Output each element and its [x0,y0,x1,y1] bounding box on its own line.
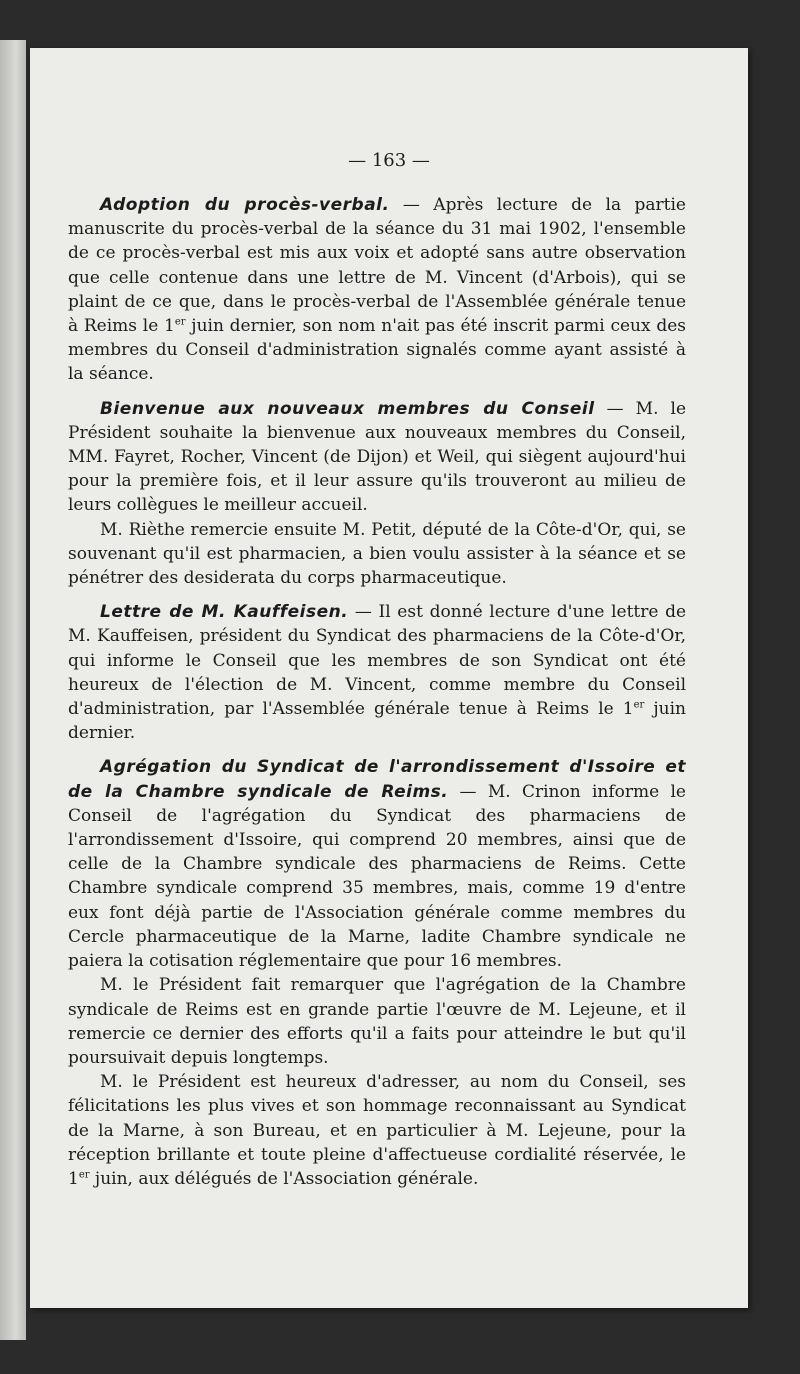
section-heading: Lettre de M. Kauffeisen. [100,602,349,623]
section-heading: Agrégation du Syndicat de l'arrondissement d'Issoire et de la Chambre syndicale de Reims. [68,757,686,802]
paragraph-text: — Après lecture de la partie manuscrite du procès-verbal de la séance du 31 mai 1902, l'ensemble de ce procès-verbal est mis aux voix et adopté sans autre observation que celle contenue dans une lettre de M. Vincent (d'Arbois), qui se plaint de ce que, dans le procès-verbal de l'Assemblée générale tenue à Reims le 1er juin dernier, son nom n'ait pas été inscrit parmi ceux des membres du Conseil d'administration signalés comme ayant assisté à la séance. [68,195,686,385]
book-page [30,48,748,1308]
paragraph [68,973,686,1070]
paragraph-text: M. le Président est heureux d'adresser, au nom du Conseil, ses félicitations les plus vives et son hommage reconnaissant au Syndicat de la Marne, à son Bureau, et en particulier à M. Lejeune, pour la réception brillante et toute pleine d'affectueuse cordialité réservée, le 1er juin, aux délégués de l'Association générale. [68,1072,686,1189]
paragraph-text: — Il est donné lecture d'une lettre de M. Kauffeisen, président du Syndicat des pharmaciens de la Côte-d'Or, qui informe le Conseil que les membres de son Syndicat ont été heureux de l'élection de M. Vincent, comme membre du Conseil d'administration, par l'Assemblée générale tenue à Reims le 1er juin dernier. [68,602,687,744]
paragraph [68,397,686,518]
section-heading: Adoption du procès-verbal. [100,195,390,215]
paragraph [68,518,686,591]
page-number: — 163 — [348,150,430,171]
paragraph [68,193,686,387]
paragraph [68,600,686,745]
paragraph-text: M. Rièthe remercie ensuite M. Petit, député de la Côte-d'Or, qui, se souvenant qu'il est pharmacien, a bien voulu assister à la séance et se pénétrer des desiderata du corps pharmaceutique. [68,519,686,589]
adjacent-page-edge [0,40,26,1340]
paragraph-text: M. le Président fait remarquer que l'agrégation de la Chambre syndicale de Reims est en grande partie l'œuvre de M. Lejeune, et il remercie ce dernier des efforts qu'il a faits pour atteindre le but qu'il poursuivait depuis longtemps. [68,975,686,1068]
paragraph [68,755,686,973]
paragraph [68,1070,686,1191]
paragraph-text: — M. Crinon informe le Conseil de l'agrégation du Syndicat des pharmaciens de l'arrondissement d'Issoire, qui comprend 20 membres, ainsi que de celle de la Chambre syndicale des pharmaciens de Reims. Cette Chambre syndicale comprend 35 membres, mais, comme 19 d'entre eux font déjà partie de l'Association générale comme membres du Cercle pharmaceutique de la Marne, ladite Chambre syndicale ne paiera la cotisation réglementaire que pour 16 membres. [68,781,686,972]
page-body [68,193,686,1191]
paragraph-text: — M. le Président souhaite la bienvenue aux nouveaux membres du Conseil, MM. Fayret, Rocher, Vincent (de Dijon) et Weil, qui siègent aujourd'hui pour la première fois, et il leur assure qu'ils trouveront au milieu de leurs collègues le meilleur accueil. [68,398,687,516]
section-heading: Bienvenue aux nouveaux membres du Conseil [100,398,595,419]
